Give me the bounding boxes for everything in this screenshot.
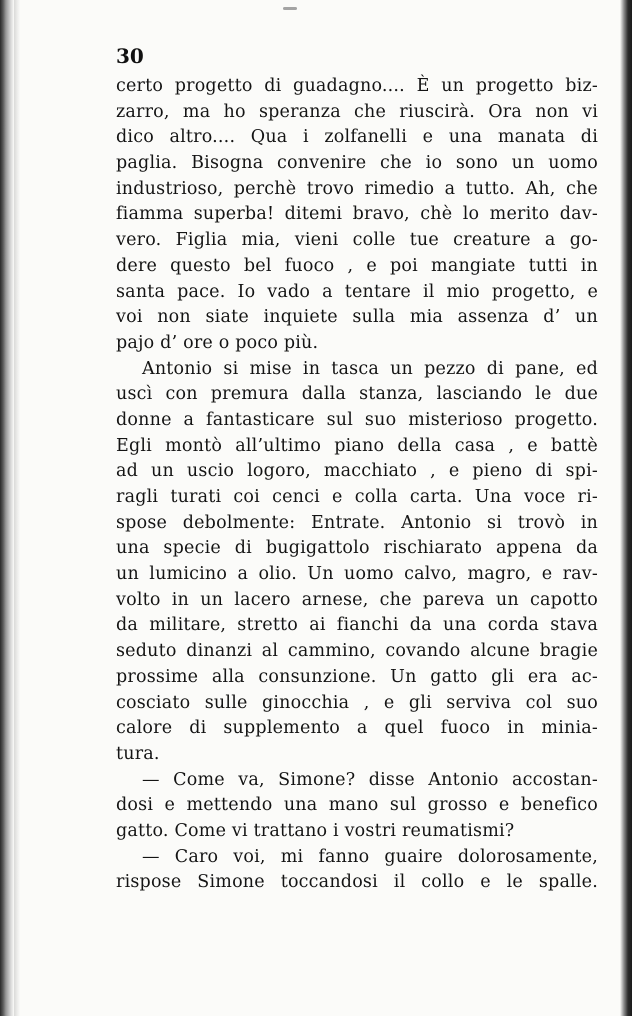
text-line: fiamma superba! ditemi bravo, chè lo merito dav-: [116, 204, 598, 225]
text-line: dico altro.... Qua i zolfanelli e una manata di: [116, 127, 598, 148]
ink-mark: [283, 7, 297, 10]
text-line: cosciato sulle ginocchia , e gli serviva col suo: [116, 692, 598, 713]
text-line: un lumicino a olio. Un uomo calvo, magro, e rav-: [116, 564, 598, 585]
text-line: paglia. Bisogna convenire che io sono un uomo: [116, 153, 598, 174]
text-line: prossime alla consunzione. Un gatto gli era ac-: [116, 666, 598, 687]
paragraph-end-line: pajo d’ ore o poco più.: [116, 332, 319, 353]
page-number: 30: [116, 44, 144, 68]
text-line: voi non siate inquiete sulla mia assenza d’ un: [116, 307, 598, 328]
text-line: certo progetto di guadagno.... È un progetto biz-: [116, 76, 598, 96]
text-line: spose debolmente: Entrate. Antonio si trovò in: [116, 512, 598, 533]
paragraph-end-line: gatto. Come vi trattano i vostri reumatismi?: [116, 820, 515, 841]
text-line: industrioso, perchè trovo rimedio a tutto. Ah, che: [116, 178, 598, 199]
binding-shadow-inner: [14, 0, 20, 1016]
text-line: zarro, ma ho speranza che riuscirà. Ora non vi: [116, 101, 598, 122]
paragraph-start-line: — Caro voi, mi fanno guaire dolorosamente,: [142, 846, 598, 867]
text-line: Egli montò all’ultimo piano della casa , e battè: [116, 435, 598, 456]
paragraph-end-line: tura.: [116, 743, 160, 764]
text-line: da militare, stretto ai fianchi da una corda stava: [116, 615, 598, 636]
paragraph-start-line: Antonio si mise in tasca un pezzo di pane, ed: [142, 358, 598, 379]
text-line: seduto dinanzi al cammino, covando alcune bragie: [116, 641, 598, 662]
text-line: rispose Simone toccandosi il collo e le spalle.: [116, 872, 598, 893]
text-line: donne a fantasticare sul suo misterioso progetto.: [116, 409, 598, 430]
text-line: ad un uscio logoro, macchiato , e pieno di spi-: [116, 461, 598, 482]
text-line: vero. Figlia mia, vieni colle tue creature a go-: [116, 230, 598, 251]
text-line: calore di supplemento a quel fuoco in minia-: [116, 718, 598, 739]
text-line: dere questo bel fuoco , e poi mangiate tutti in: [116, 255, 598, 276]
text-line: santa pace. Io vado a tentare il mio progetto, e: [116, 281, 598, 302]
text-line: dosi e mettendo una mano sul grosso e benefico: [116, 795, 598, 816]
text-line: ragli turati coi cenci e colla carta. Una voce ri-: [116, 487, 598, 507]
text-line: volto in un lacero arnese, che pareva un capotto: [116, 589, 598, 610]
binding-shadow: [0, 0, 14, 1016]
text-line: una specie di bugigattolo rischiarato appena da: [116, 538, 598, 559]
text-line: uscì con premura dalla stanza, lasciando le due: [116, 384, 598, 405]
page-edge-shadow: [620, 0, 632, 1016]
body-text: [116, 74, 598, 896]
paragraph-start-line: — Come va, Simone? disse Antonio accostan-: [142, 769, 598, 790]
